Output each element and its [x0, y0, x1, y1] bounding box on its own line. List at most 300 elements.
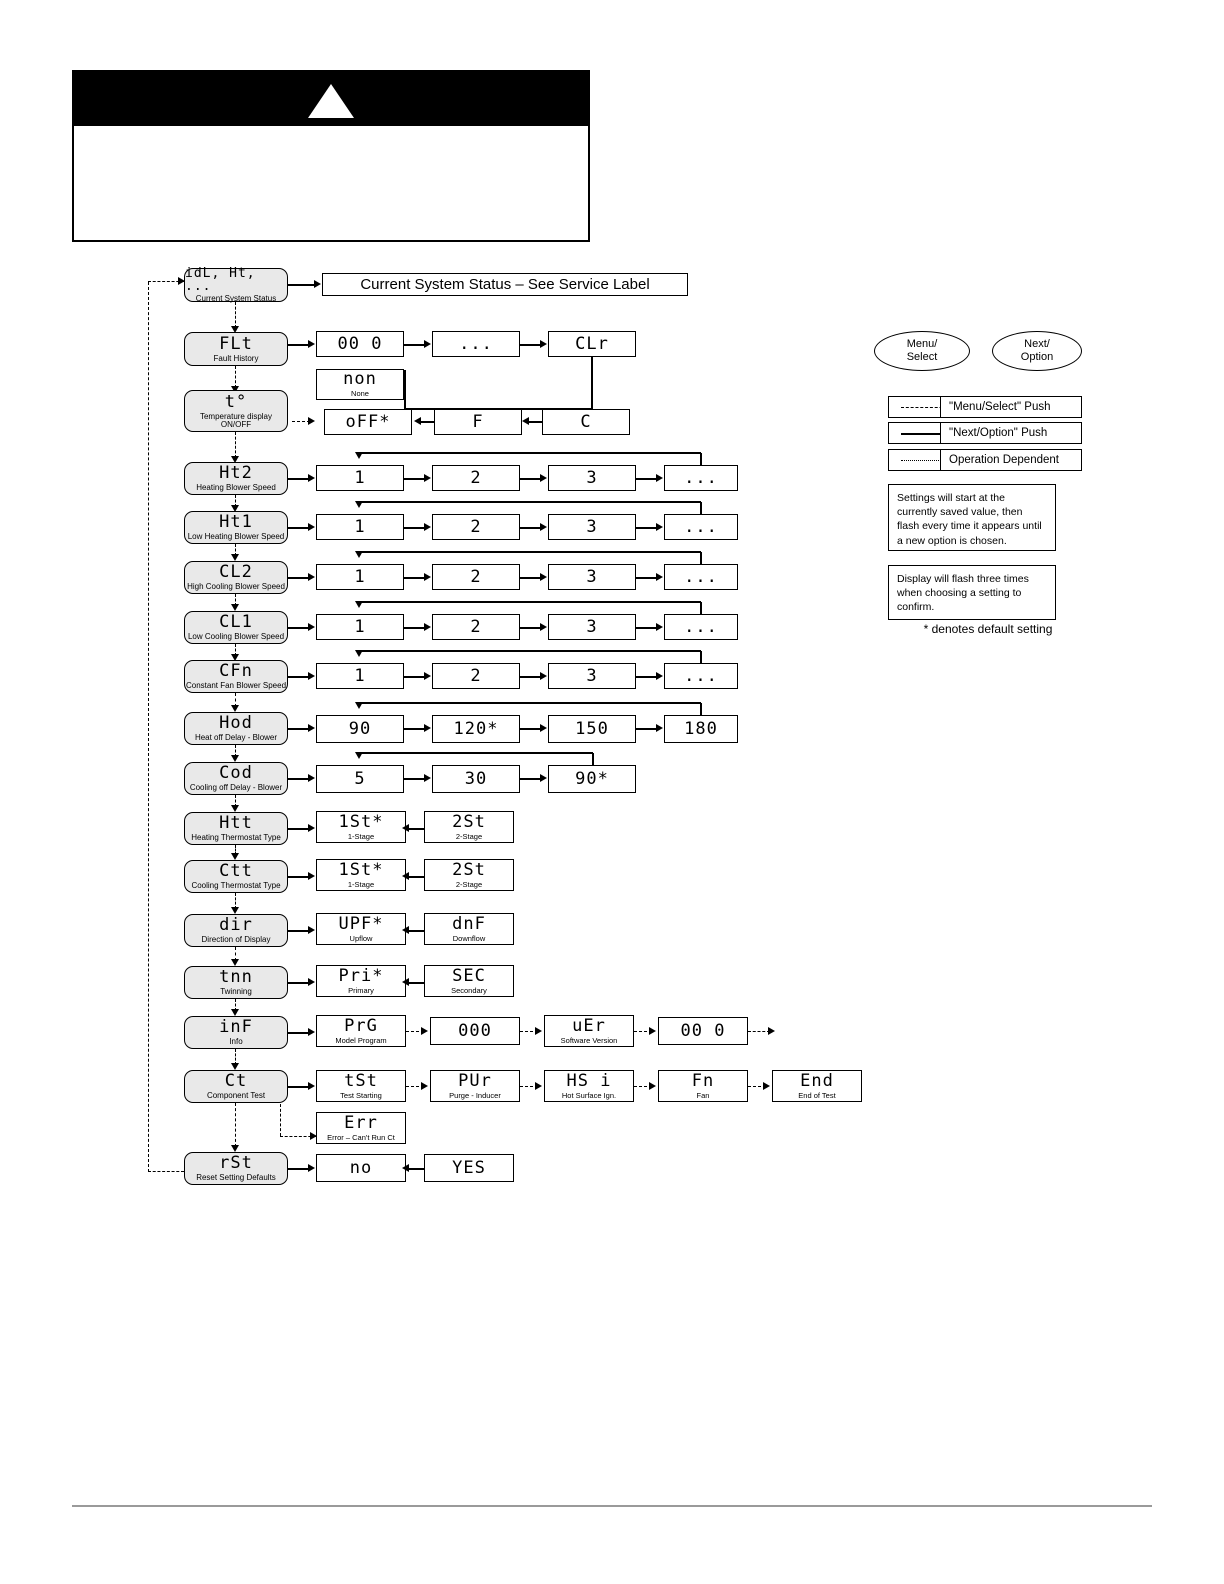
arrow-cl1-4: [636, 627, 658, 629]
menu-node-hod[interactable]: [184, 712, 288, 745]
menu-node-dir-sub: Direction of Display: [201, 935, 271, 944]
option-ht2-0-code: 1: [354, 467, 366, 488]
option-ht1-2[interactable]: [548, 514, 636, 540]
conn-inf-ct-head: [231, 1063, 239, 1070]
menu-node-dir[interactable]: [184, 914, 288, 947]
option-cfn-3[interactable]: [664, 663, 738, 689]
option-inf-2[interactable]: [544, 1015, 634, 1047]
menu-node-ht2-sub: Heating Blower Speed: [196, 483, 276, 492]
conn-cl2-cl1-head: [231, 604, 239, 611]
ct-error-dotted-v: [280, 1104, 281, 1136]
arrow-flt-2-head: [424, 340, 431, 348]
arrow-ct-2-head: [421, 1082, 428, 1090]
legend-key-dashed-label: [940, 396, 1082, 418]
option-flt-1-code: ...: [459, 333, 493, 354]
menu-node-temp-sub: Temperature display ON/OFF: [199, 411, 273, 429]
arrow-inf-4-head: [649, 1027, 656, 1035]
arrow-ct-to-rst-head: [231, 1145, 239, 1152]
arrow-cfn-2: [404, 676, 426, 678]
arrow-cod-3: [520, 778, 542, 780]
option-ht1-1[interactable]: [432, 514, 520, 540]
menu-node-cl1-sub: Low Cooling Blower Speed: [187, 632, 285, 641]
menu-node-hod-code: Hod: [219, 713, 253, 733]
menu-node-rst[interactable]: [184, 1152, 288, 1185]
option-flt-none-code: non: [343, 369, 377, 390]
flt-return-vertical: [591, 357, 593, 409]
option-cod-2[interactable]: [548, 765, 636, 793]
arrow-cfn-2-head: [424, 672, 431, 680]
loop-spine-bottom: [148, 1171, 184, 1172]
menu-node-flt[interactable]: [184, 332, 288, 366]
arrow-cl2-3: [520, 577, 542, 579]
option-tnn-0-sub: Primary: [348, 985, 374, 995]
arrow-ht1-3: [520, 527, 542, 529]
option-dir-0[interactable]: [316, 913, 406, 945]
option-ctt-0-sub: 1-Stage: [347, 879, 375, 889]
menu-node-cl1[interactable]: [184, 611, 288, 644]
option-ct-4[interactable]: [772, 1070, 862, 1102]
menu-node-ht2[interactable]: [184, 462, 288, 495]
menu-node-tnn-sub: Twinning: [220, 987, 252, 996]
option-ct-error-sub: Error – Can't Run Ct: [327, 1132, 395, 1142]
arrow-cfn: [288, 676, 310, 678]
arrow-ht1: [288, 527, 310, 529]
arrow-ht2: [288, 478, 310, 480]
arrow-tnn-head: [308, 978, 315, 986]
option-hod-0[interactable]: [316, 715, 404, 743]
option-temp-1[interactable]: [434, 409, 522, 435]
arrow-hod-3: [520, 728, 542, 730]
arrow-cl2-2-head: [424, 573, 431, 581]
option-cl1-0[interactable]: [316, 614, 404, 640]
option-cl2-1[interactable]: [432, 564, 520, 590]
menu-node-cfn-code: CFn: [219, 661, 253, 681]
ht1-loop-right: [700, 502, 702, 515]
option-flt-1[interactable]: [432, 331, 520, 357]
arrow-cl2-4-head: [656, 573, 663, 581]
option-ct-4-code: End: [800, 1070, 834, 1091]
arrow-hod-3-head: [540, 724, 547, 732]
menu-node-cl2[interactable]: [184, 561, 288, 594]
menu-node-tnn[interactable]: [184, 966, 288, 999]
arrow-flt-1: [288, 344, 310, 346]
option-ct-4-sub: End of Test: [798, 1090, 836, 1100]
option-ht1-3-code: ...: [684, 516, 718, 537]
option-inf-2-code: uEr: [572, 1015, 606, 1036]
option-htt-1-sub: 2-Stage: [455, 831, 483, 841]
option-hod-3[interactable]: [664, 715, 738, 743]
ht1-loop-head: [355, 501, 363, 508]
menu-node-ctt-code: Ctt: [219, 861, 253, 881]
arrow-status-head: [314, 280, 321, 288]
arrow-flt-3: [520, 344, 542, 346]
arrow-inf-5: [748, 1031, 770, 1032]
option-dir-1[interactable]: [424, 913, 514, 945]
option-htt-0-sub: 1-Stage: [347, 831, 375, 841]
menu-node-ct-sub: Component Test: [206, 1091, 266, 1100]
option-cl2-2[interactable]: [548, 564, 636, 590]
option-ct-2-code: HS i: [566, 1070, 612, 1091]
arrow-hod: [288, 728, 310, 730]
conn-hod-cod-head: [231, 755, 239, 762]
option-hod-1[interactable]: [432, 715, 520, 743]
arrow-inf: [288, 1032, 310, 1034]
legend-key-solid-text: "Next/Option" Push: [949, 427, 1048, 439]
legend-key-dotted-label: [940, 449, 1082, 471]
arrow-ct: [288, 1086, 310, 1088]
arrow-cl1-head: [308, 623, 315, 631]
arrow-ht1-3-head: [540, 523, 547, 531]
conn-ht2-ht1-head: [231, 505, 239, 512]
menu-node-cod[interactable]: [184, 762, 288, 795]
status-label-text: Current System Status – See Service Label: [360, 276, 650, 293]
menu-select-button-line2: Select: [906, 351, 938, 363]
arrow-tnn-2-head: [402, 978, 409, 986]
menu-node-cfn-sub: Constant Fan Blower Speed: [185, 681, 287, 690]
option-ctt-0-code: 1St*: [338, 859, 384, 880]
option-ht2-0[interactable]: [316, 465, 404, 491]
menu-node-ct-code: Ct: [224, 1071, 248, 1091]
cl1-loop-right: [700, 602, 702, 615]
arrow-ht2-2: [404, 478, 426, 480]
option-flt-2[interactable]: [548, 331, 636, 357]
option-ht2-1[interactable]: [432, 465, 520, 491]
ht2-loop-top: [360, 452, 701, 454]
option-rst-1-code: YES: [452, 1157, 486, 1178]
conn-temp-ht2: [235, 432, 236, 458]
option-cl2-0-code: 1: [354, 566, 366, 587]
arrow-ct-to-rst: [235, 1103, 236, 1147]
menu-node-status[interactable]: [184, 268, 288, 302]
option-ct-1-sub: Purge - Inducer: [449, 1090, 501, 1100]
option-tnn-1-code: SEC: [452, 965, 486, 986]
arrow-cl1: [288, 627, 310, 629]
option-htt-0-code: 1St*: [338, 811, 384, 832]
arrow-status: [288, 284, 316, 286]
option-flt-2-code: CLr: [575, 333, 609, 354]
menu-node-htt[interactable]: [184, 812, 288, 845]
arrow-hod-2: [404, 728, 426, 730]
arrow-rst-head: [308, 1164, 315, 1172]
cod-loop-head: [355, 752, 363, 759]
option-tnn-0[interactable]: [316, 965, 406, 997]
cl2-loop-head: [355, 551, 363, 558]
cod-loop-top: [360, 752, 593, 754]
arrow-ht1-2: [404, 527, 426, 529]
option-cod-2-code: 90*: [575, 768, 609, 789]
option-ct-1[interactable]: [430, 1070, 520, 1102]
legend-note-flash-text: Display will flash three times when choosing a setting to confirm.: [897, 573, 1029, 614]
menu-node-temp-code: t°: [224, 391, 248, 412]
option-temp-0-code: oFF*: [345, 411, 391, 432]
option-cl2-3-code: ...: [684, 566, 718, 587]
menu-node-cl1-code: CL1: [219, 612, 253, 632]
option-cl2-1-code: 2: [470, 566, 482, 587]
menu-node-htt-code: Htt: [219, 813, 253, 833]
option-tnn-0-code: Pri*: [338, 965, 384, 986]
menu-node-cod-sub: Cooling off Delay - Blower: [189, 783, 283, 792]
option-rst-1[interactable]: [424, 1154, 514, 1182]
warning-triangle-icon: [308, 84, 354, 118]
option-ht2-1-code: 2: [470, 467, 482, 488]
option-ctt-1-code: 2St: [452, 859, 486, 880]
option-inf-1-code: 000: [458, 1020, 492, 1041]
option-ct-3[interactable]: [658, 1070, 748, 1102]
cl1-loop-head: [355, 601, 363, 608]
option-ctt-1-sub: 2-Stage: [455, 879, 483, 889]
option-rst-0-code: no: [349, 1157, 373, 1178]
arrow-ht2-4-head: [656, 474, 663, 482]
option-htt-1-code: 2St: [452, 811, 486, 832]
cfn-loop-top: [360, 650, 701, 652]
arrow-cl1-4-head: [656, 623, 663, 631]
arrow-ht2-head: [308, 474, 315, 482]
menu-select-button[interactable]: [874, 331, 970, 371]
arrow-ctt: [288, 876, 310, 878]
option-cl2-0[interactable]: [316, 564, 404, 590]
option-flt-0-code: 00 0: [337, 333, 383, 354]
ct-error-dotted-head: [310, 1132, 317, 1140]
option-rst-0[interactable]: [316, 1154, 406, 1182]
option-cfn-1[interactable]: [432, 663, 520, 689]
arrow-cl1-3: [520, 627, 542, 629]
menu-node-ht2-code: Ht2: [219, 463, 253, 483]
option-cl2-3[interactable]: [664, 564, 738, 590]
option-cl1-1[interactable]: [432, 614, 520, 640]
arrow-cl2-head: [308, 573, 315, 581]
option-ht1-3[interactable]: [664, 514, 738, 540]
footer-divider: [72, 1505, 1152, 1507]
conn-ht1-cl2-head: [231, 554, 239, 561]
cl1-loop-top: [360, 601, 701, 603]
menu-node-ht1[interactable]: [184, 511, 288, 544]
arrow-temp-2-head: [414, 417, 421, 425]
option-cfn-3-code: ...: [684, 665, 718, 686]
option-cl2-2-code: 3: [586, 566, 598, 587]
option-temp-0[interactable]: [324, 409, 412, 435]
conn-status-flt-head: [231, 326, 239, 333]
arrow-hod-4: [636, 728, 658, 730]
conn-dir-tnn-head: [231, 959, 239, 966]
option-ct-3-sub: Fan: [696, 1090, 710, 1100]
conn-temp-ht2-head: [231, 456, 239, 463]
arrow-hod-head: [308, 724, 315, 732]
menu-node-cl2-sub: High Cooling Blower Speed: [187, 582, 285, 591]
option-cod-1[interactable]: [432, 765, 520, 793]
menu-node-hod-sub: Heat off Delay - Blower: [194, 733, 278, 742]
option-htt-0[interactable]: [316, 811, 406, 843]
option-hod-3-code: 180: [684, 718, 718, 739]
option-cl1-0-code: 1: [354, 616, 366, 637]
conn-cl1-cfn-head: [231, 654, 239, 661]
option-inf-3-code: 00 0: [680, 1020, 726, 1041]
next-option-button[interactable]: [992, 331, 1082, 371]
option-ctt-0[interactable]: [316, 859, 406, 891]
arrow-ctt-head: [308, 872, 315, 880]
arrow-ht2-3: [520, 478, 542, 480]
arrow-cfn-4-head: [656, 672, 663, 680]
hod-loop-top: [360, 702, 701, 704]
option-inf-1[interactable]: [430, 1017, 520, 1045]
menu-node-ht1-code: Ht1: [219, 512, 253, 532]
menu-node-ht1-sub: Low Heating Blower Speed: [187, 532, 285, 541]
option-flt-none-sub: None: [351, 389, 369, 399]
option-cfn-0-code: 1: [354, 665, 366, 686]
menu-select-button-line1: Menu/: [906, 338, 938, 351]
ht2-loop-head: [355, 452, 363, 459]
arrow-rst: [288, 1168, 310, 1170]
ht1-loop-top: [360, 501, 701, 503]
hod-loop-head: [355, 702, 363, 709]
option-cl1-2[interactable]: [548, 614, 636, 640]
flt-return-vertical2: [404, 370, 406, 410]
arrow-cl1-2: [404, 627, 426, 629]
arrow-hod-2-head: [424, 724, 431, 732]
option-dir-0-sub: Upflow: [349, 933, 373, 943]
option-cl1-3[interactable]: [664, 614, 738, 640]
option-hod-2[interactable]: [548, 715, 636, 743]
option-cod-0[interactable]: [316, 765, 404, 793]
arrow-ctt-2-head: [402, 872, 409, 880]
arrow-inf-5-head: [768, 1027, 775, 1035]
option-inf-0[interactable]: [316, 1015, 406, 1047]
arrow-inf-head: [308, 1028, 315, 1036]
option-ht2-2[interactable]: [548, 465, 636, 491]
menu-node-ctt[interactable]: [184, 860, 288, 893]
option-ht2-3[interactable]: [664, 465, 738, 491]
arrow-hod-4-head: [656, 724, 663, 732]
arrow-cl1-3-head: [540, 623, 547, 631]
hod-loop-right: [700, 703, 702, 716]
arrow-ht1-4-head: [656, 523, 663, 531]
arrow-flt-1-head: [308, 340, 315, 348]
arrow-ct-3-head: [535, 1082, 542, 1090]
ht2-loop-right: [700, 453, 702, 466]
option-ht1-1-code: 2: [470, 516, 482, 537]
option-temp-2[interactable]: [542, 409, 630, 435]
option-ct-error[interactable]: [316, 1112, 406, 1144]
arrow-cod-2-head: [424, 774, 431, 782]
conn-cod-htt-head: [231, 805, 239, 812]
status-label-box: [322, 273, 688, 296]
option-cfn-2[interactable]: [548, 663, 636, 689]
option-ct-0[interactable]: [316, 1070, 406, 1102]
arrow-ht2-4: [636, 478, 658, 480]
arrow-cl2-2: [404, 577, 426, 579]
cfn-loop-head: [355, 650, 363, 657]
menu-node-ct[interactable]: [184, 1070, 288, 1103]
menu-node-rst-code: rSt: [219, 1153, 253, 1173]
option-tnn-1[interactable]: [424, 965, 514, 997]
conn-cfn-hod-head: [231, 705, 239, 712]
option-cl1-2-code: 3: [586, 616, 598, 637]
option-flt-0[interactable]: [316, 331, 404, 357]
option-ctt-1[interactable]: [424, 859, 514, 891]
option-temp-2-code: C: [580, 411, 592, 432]
option-hod-1-code: 120*: [453, 718, 499, 739]
legend-default-note: [898, 622, 1078, 636]
option-dir-1-sub: Downflow: [452, 933, 486, 943]
legend-key-dashed-text: "Menu/Select" Push: [949, 401, 1051, 413]
option-ht2-3-code: ...: [684, 467, 718, 488]
option-inf-3[interactable]: [658, 1017, 748, 1045]
warning-banner-bar: [74, 72, 588, 126]
arrow-dir: [288, 930, 310, 932]
arrow-ht2-2-head: [424, 474, 431, 482]
arrow-dir-head: [308, 926, 315, 934]
conn-ctt-dir-head: [231, 907, 239, 914]
menu-node-cfn[interactable]: [184, 660, 288, 693]
menu-node-inf-code: inF: [219, 1017, 253, 1037]
arrow-ht1-head: [308, 523, 315, 531]
arrow-cl2: [288, 577, 310, 579]
menu-node-status-sub: Current System Status: [195, 294, 277, 303]
conn-htt-ctt-head: [231, 853, 239, 860]
legend-note-flash: [888, 565, 1056, 620]
option-dir-0-code: UPF*: [338, 913, 384, 934]
legend-note-settings-text: Settings will start at the currently saved value, then flash every time it appears until a new option is chosen.: [897, 492, 1042, 547]
arrow-cod-2: [404, 778, 426, 780]
option-inf-2-sub: Software Version: [560, 1035, 618, 1045]
cl2-loop-right: [700, 552, 702, 565]
arrow-rst-2-head: [402, 1164, 409, 1172]
menu-node-status-code: idL, Ht, ...: [185, 266, 256, 294]
option-cl1-3-code: ...: [684, 616, 718, 637]
option-tnn-1-sub: Secondary: [451, 985, 487, 995]
option-inf-0-code: PrG: [344, 1015, 378, 1036]
arrow-ht1-4: [636, 527, 658, 529]
option-cfn-0[interactable]: [316, 663, 404, 689]
arrow-cl1-2-head: [424, 623, 431, 631]
option-hod-0-code: 90: [348, 718, 372, 739]
arrow-cod-3-head: [540, 774, 547, 782]
option-ct-2-sub: Hot Surface Ign.: [561, 1090, 617, 1100]
option-inf-0-sub: Model Program: [335, 1035, 387, 1045]
menu-node-temp[interactable]: [184, 390, 288, 432]
option-cod-1-code: 30: [464, 768, 488, 789]
option-temp-1-code: F: [472, 411, 484, 432]
option-hod-2-code: 150: [575, 718, 609, 739]
menu-node-inf-sub: Info: [229, 1037, 243, 1046]
option-htt-1[interactable]: [424, 811, 514, 843]
option-ht2-2-code: 3: [586, 467, 598, 488]
arrow-flt-3-head: [540, 340, 547, 348]
menu-node-flt-code: FLt: [219, 333, 253, 354]
option-cl1-1-code: 2: [470, 616, 482, 637]
option-dir-1-code: dnF: [452, 913, 486, 934]
legend-note-settings: [888, 484, 1056, 551]
option-flt-none[interactable]: [316, 369, 404, 400]
menu-node-cl2-code: CL2: [219, 562, 253, 582]
legend-default-note-text: * denotes default setting: [923, 622, 1053, 636]
loop-spine-vertical: [148, 282, 149, 1172]
conn-tnn-inf-head: [231, 1009, 239, 1016]
option-cfn-1-code: 2: [470, 665, 482, 686]
arrow-temp-3-head: [522, 417, 529, 425]
option-ct-2[interactable]: [544, 1070, 634, 1102]
menu-node-rst-sub: Reset Setting Defaults: [196, 1173, 276, 1182]
arrow-cod-head: [308, 774, 315, 782]
arrow-ct-head: [308, 1082, 315, 1090]
arrow-flt-to-temp: [235, 366, 236, 388]
conn-status-flt: [235, 302, 236, 328]
option-cod-0-code: 5: [354, 768, 366, 789]
option-ct-error-code: Err: [344, 1112, 378, 1133]
arrow-ct-5-head: [763, 1082, 770, 1090]
option-ht1-0[interactable]: [316, 514, 404, 540]
menu-node-inf[interactable]: [184, 1016, 288, 1049]
arrow-cfn-head: [308, 672, 315, 680]
